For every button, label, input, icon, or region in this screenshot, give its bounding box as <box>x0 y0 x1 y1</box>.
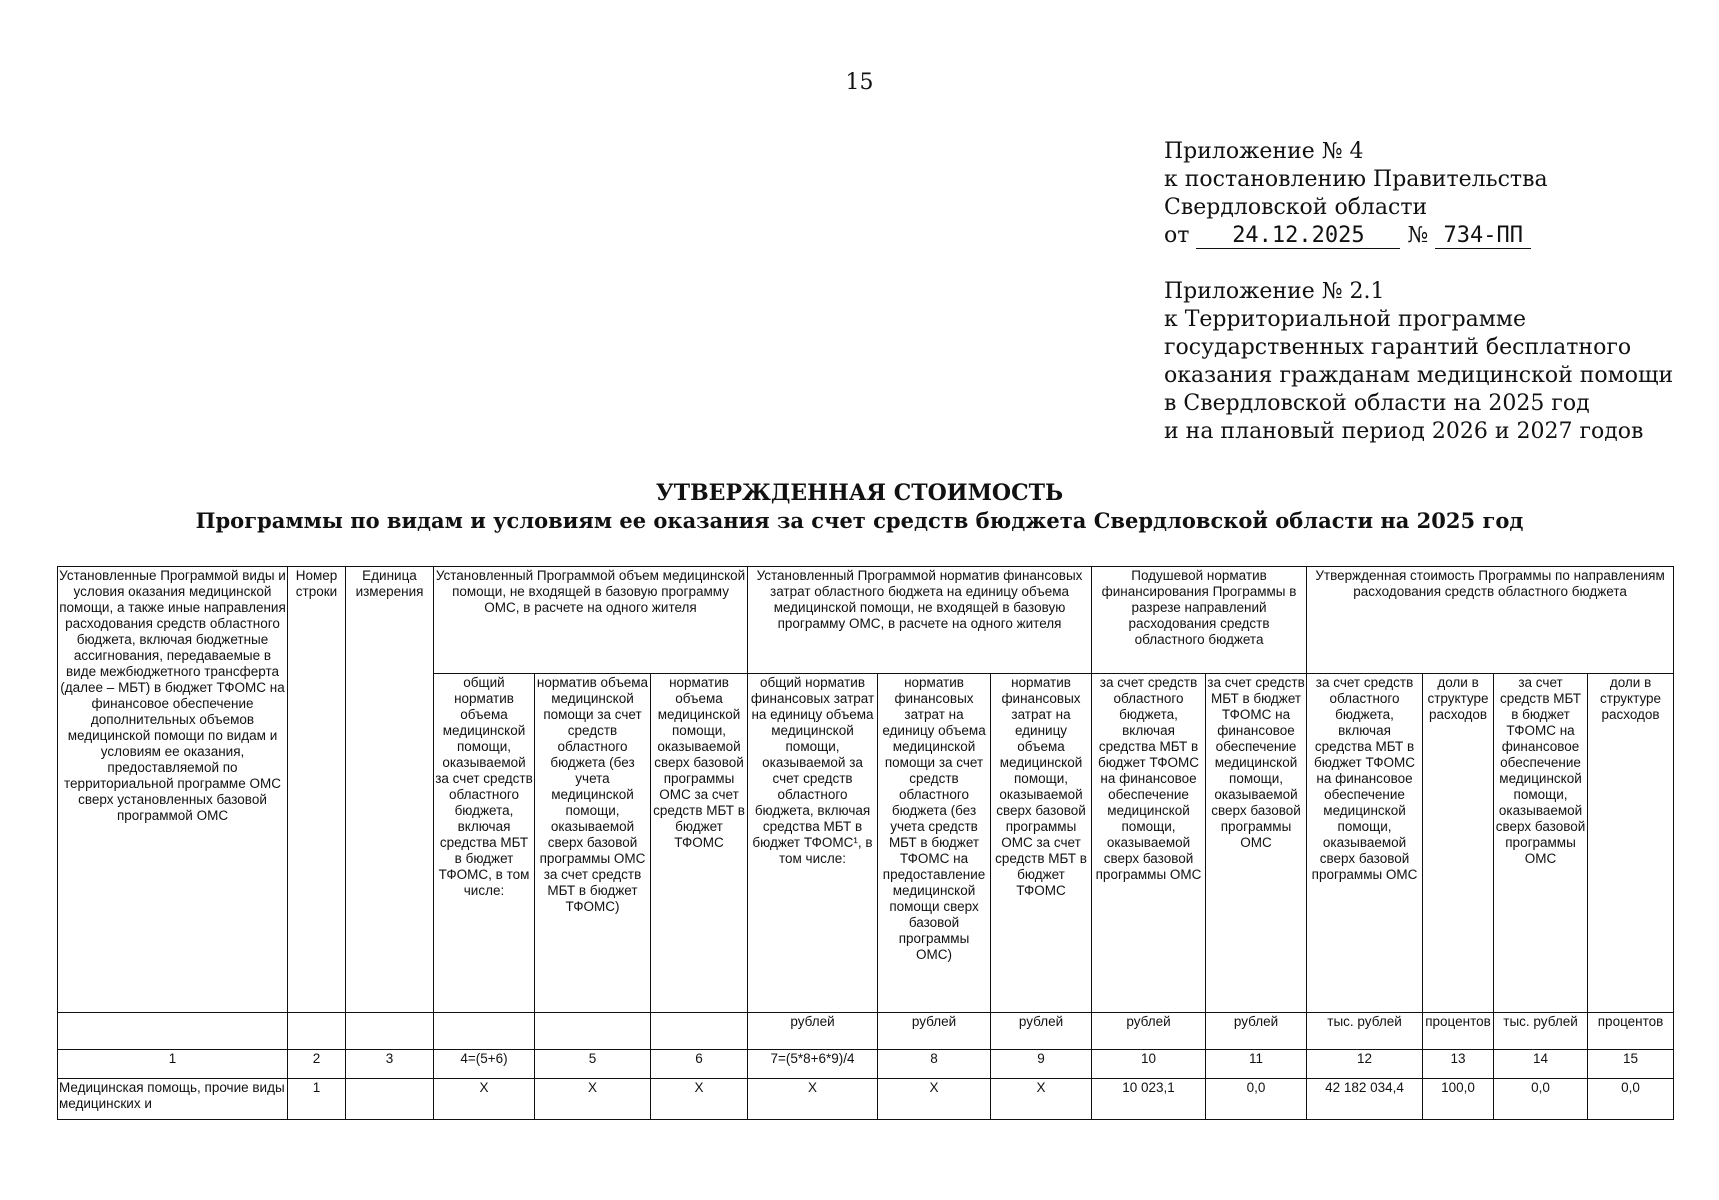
table-cell: 0,0 <box>1588 1079 1674 1120</box>
unit-cell: тыс. рублей <box>1307 1013 1423 1050</box>
column-number: 5 <box>535 1050 651 1079</box>
header-col-13: доли в структуре расходов <box>1423 674 1494 1013</box>
unit-cell <box>651 1013 748 1050</box>
attachment-main <box>1164 138 1548 250</box>
column-number: 2 <box>288 1050 346 1079</box>
column-number: 10 <box>1092 1050 1206 1079</box>
header-col-10: за счет средств областного бюджета, включая средства МБТ в бюджет ТФОМС на финансовое обеспечение медицинской помощи, оказываемой сверх базовой программы ОМС <box>1092 674 1206 1013</box>
document-title: УТВЕРЖДЕННАЯ СТОИМОСТЬ <box>655 480 1064 506</box>
unit-cell <box>288 1013 346 1050</box>
table-cell: 42 182 034,4 <box>1307 1079 1423 1120</box>
table-row <box>58 1079 1674 1120</box>
attachment-sub <box>1164 278 1673 446</box>
table-cell: 0,0 <box>1494 1079 1588 1120</box>
header-col-11: за счет средств МБТ в бюджет ТФОМС на финансовое обеспечение медицинской помощи, оказываемой сверх базовой программы ОМС <box>1206 674 1307 1013</box>
attachment-sub-line5: в Свердловской области на 2025 год <box>1164 391 1590 416</box>
attachment-main-line3: Свердловской области <box>1164 195 1428 220</box>
column-number: 11 <box>1206 1050 1307 1079</box>
attachment-main-line1: Приложение № 4 <box>1164 139 1364 164</box>
table-cell: X <box>535 1079 651 1120</box>
units-row <box>58 1013 1674 1050</box>
table-cell: X <box>651 1079 748 1120</box>
column-number: 12 <box>1307 1050 1423 1079</box>
unit-cell <box>535 1013 651 1050</box>
attachment-sub-line1: Приложение № 2.1 <box>1164 279 1385 304</box>
column-number-row <box>58 1050 1674 1079</box>
header-col-8: норматив финансовых затрат на единицу объема медицинской помощи за счет средств областного бюджета (без учета средств МБТ в бюджет ТФОМС на предоставление медицинской помощи сверх базовой программы ОМС) <box>878 674 991 1013</box>
unit-cell: рублей <box>1092 1013 1206 1050</box>
document-subtitle: Программы по видам и условиям ее оказания за счет средств бюджета Свердловской области на 2025 год <box>195 508 1524 533</box>
attachment-sub-line6: и на плановый период 2026 и 2027 годов <box>1164 419 1644 444</box>
unit-cell: рублей <box>991 1013 1092 1050</box>
table-cell: X <box>878 1079 991 1120</box>
page-number: 15 <box>845 70 874 95</box>
header-col-12: за счет средств областного бюджета, включая средства МБТ в бюджет ТФОМС на финансовое обеспечение медицинской помощи, оказываемой сверх базовой программы ОМС <box>1307 674 1423 1013</box>
attachment-sub-line3: государственных гарантий бесплатного <box>1164 335 1632 360</box>
column-number: 7=(5*8+6*9)/4 <box>748 1050 878 1079</box>
attachment-sub-line4: оказания гражданам медицинской помощи <box>1164 363 1674 388</box>
unit-cell <box>346 1013 434 1050</box>
table-cell: 0,0 <box>1206 1079 1307 1120</box>
from-label: от <box>1164 223 1190 248</box>
header-group-volume: Установленный Программой объем медицинской помощи, не входящей в базовую программу ОМС, в расчете на одного жителя <box>434 567 748 674</box>
column-number: 13 <box>1423 1050 1494 1079</box>
unit-cell: процентов <box>1423 1013 1494 1050</box>
attachment-date-line <box>1164 222 1548 250</box>
header-col-1: Установленные Программой виды и условия оказания медицинской помощи, а также иные направления расходования средств областного бюджета, включая бюджетные ассигнования, передаваемые в виде межбюджетного трансферта (далее – МБТ) в бюджет ТФОМС на финансовое обеспечение дополнительных объемов медицинской помощи по видам и условиям ее оказания, предоставляемой по территориальной программе ОМС сверх установленных базовой программой ОМС <box>58 567 288 1013</box>
row-label: Медицинская помощь, прочие виды медицинских и <box>58 1079 288 1120</box>
header-col-15: доли в структуре расходов <box>1588 674 1674 1013</box>
header-col-6: норматив объема медицинской помощи, оказываемой сверх базовой программы ОМС за счет средств МБТ в бюджет ТФОМС <box>651 674 748 1013</box>
column-number: 6 <box>651 1050 748 1079</box>
table-cell <box>346 1079 434 1120</box>
table-cell: X <box>748 1079 878 1120</box>
column-number: 9 <box>991 1050 1092 1079</box>
column-number: 3 <box>346 1050 434 1079</box>
column-number: 14 <box>1494 1050 1588 1079</box>
column-number: 15 <box>1588 1050 1674 1079</box>
attachment-main-line2: к постановлению Правительства <box>1164 167 1548 192</box>
header-col-2: Номер строки <box>288 567 346 1013</box>
header-group-cost-norm: Установленный Программой норматив финансовых затрат областного бюджета на единицу объема медицинской помощи, не входящей в базовую программу ОМС, в расчете на одного жителя <box>748 567 1092 674</box>
decree-number: 734-ПП <box>1435 224 1531 249</box>
column-number: 4=(5+6) <box>434 1050 535 1079</box>
header-col-14: за счет средств МБТ в бюджет ТФОМС на финансовое обеспечение медицинской помощи, оказываемой сверх базовой программы ОМС <box>1494 674 1588 1013</box>
column-number: 8 <box>878 1050 991 1079</box>
row-number: 1 <box>288 1079 346 1120</box>
unit-cell <box>434 1013 535 1050</box>
cost-table <box>57 566 1674 1120</box>
unit-cell: рублей <box>878 1013 991 1050</box>
unit-cell: тыс. рублей <box>1494 1013 1588 1050</box>
header-col-3: Единица измерения <box>346 567 434 1013</box>
table-cell: X <box>434 1079 535 1120</box>
header-col-4: общий норматив объема медицинской помощи, оказываемой за счет средств областного бюджета, включая средства МБТ в бюджет ТФОМС, в том числе: <box>434 674 535 1013</box>
attachment-sub-line2: к Территориальной программе <box>1164 307 1527 332</box>
header-group-approved-cost: Утвержденная стоимость Программы по направлениям расходования средств областного бюджета <box>1307 567 1674 674</box>
header-row-1 <box>58 567 1674 674</box>
header-group-per-capita: Подушевой норматив финансирования Программы в разрезе направлений расходования средств областного бюджета <box>1092 567 1307 674</box>
number-label: № <box>1407 223 1429 248</box>
table-cell: X <box>991 1079 1092 1120</box>
table-cell: 100,0 <box>1423 1079 1494 1120</box>
unit-cell: рублей <box>748 1013 878 1050</box>
unit-cell: рублей <box>1206 1013 1307 1050</box>
unit-cell <box>58 1013 288 1050</box>
column-number: 1 <box>58 1050 288 1079</box>
decree-date: 24.12.2025 <box>1196 224 1400 249</box>
header-col-7: общий норматив финансовых затрат на единицу объема медицинской помощи, оказываемой за счет средств областного бюджета, включая средства МБТ в бюджет ТФОМС¹, в том числе: <box>748 674 878 1013</box>
unit-cell: процентов <box>1588 1013 1674 1050</box>
table-cell: 10 023,1 <box>1092 1079 1206 1120</box>
header-col-5: норматив объема медицинской помощи за счет средств областного бюджета (без учета медицинской помощи, оказываемой сверх базовой программы ОМС за счет средств МБТ в бюджет ТФОМС) <box>535 674 651 1013</box>
header-col-9: норматив финансовых затрат на единицу объема медицинской помощи, оказываемой сверх базовой программы ОМС за счет средств МБТ в бюджет ТФОМС <box>991 674 1092 1013</box>
